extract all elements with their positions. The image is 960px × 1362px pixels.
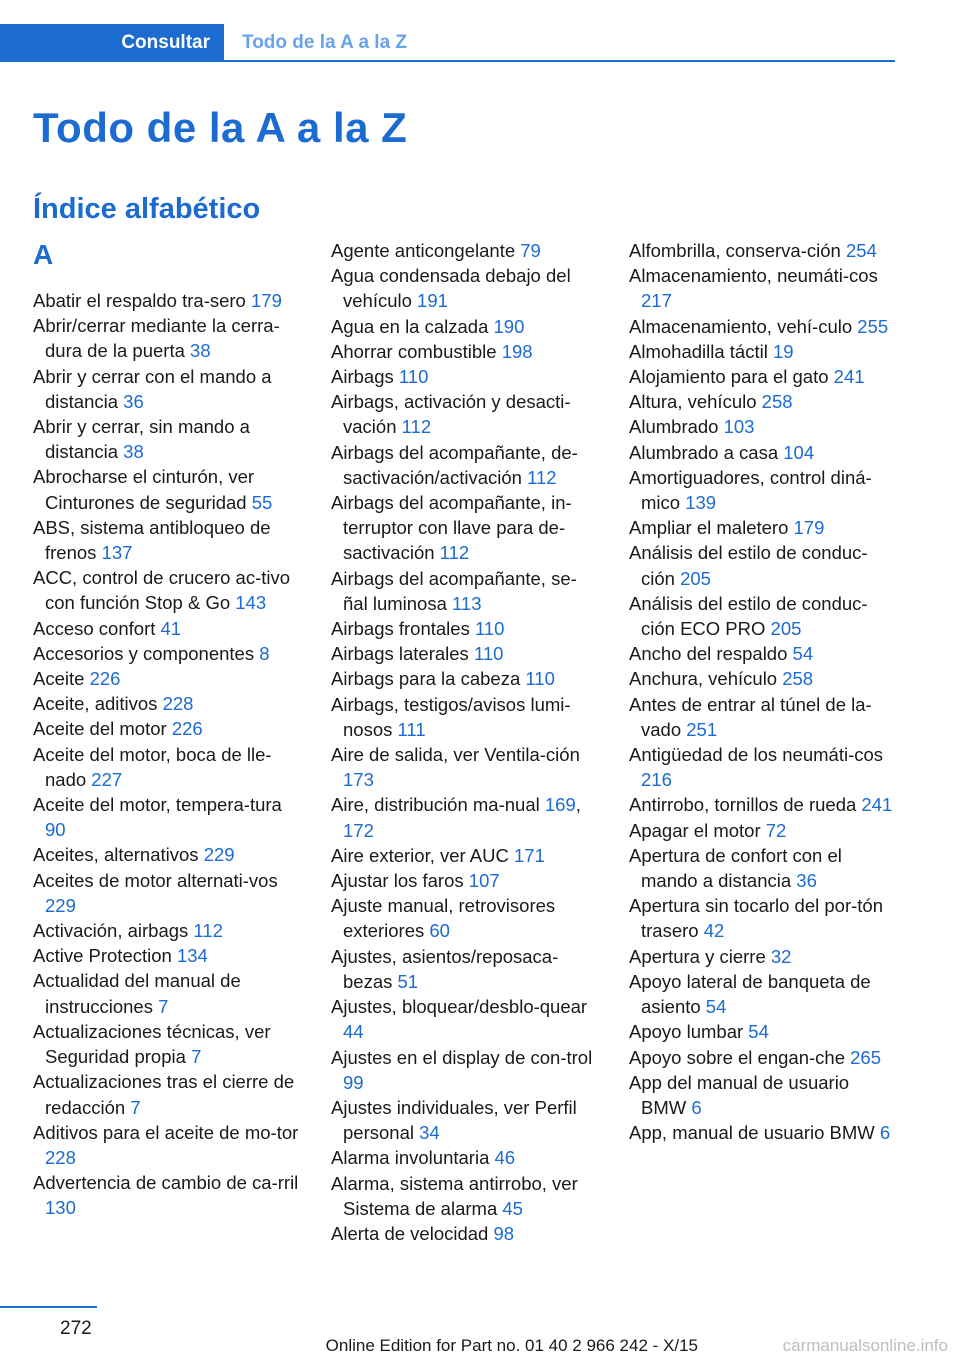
entry-text: Análisis del estilo de conduc-ción	[629, 542, 868, 589]
index-entry	[331, 893, 601, 943]
entry-text: Abrir/cerrar mediante la cerra-dura de la puerta	[33, 315, 280, 362]
page-link[interactable]: 104	[783, 441, 815, 463]
entry-text: ABS, sistema antibloqueo de frenos	[33, 516, 271, 564]
entry-text: Airbags frontales	[331, 618, 470, 640]
index-entry	[331, 1145, 601, 1170]
index-entry	[331, 944, 601, 994]
index-entry	[331, 994, 601, 1044]
index-entry	[629, 742, 899, 792]
page-link[interactable]: 110	[525, 668, 555, 690]
index-entry	[33, 716, 303, 741]
entry-text: Ancho del respaldo	[629, 643, 788, 665]
index-entry	[629, 893, 899, 943]
index-entry	[331, 314, 601, 339]
page-link[interactable]: 7	[158, 995, 169, 1017]
page-link[interactable]: 255	[857, 315, 889, 337]
entry-text: Almacenamiento, vehí-culo	[629, 315, 853, 337]
entry-text: Alfombrilla, conserva-ción	[629, 240, 841, 261]
page-link[interactable]: 38	[123, 441, 144, 463]
index-entry	[33, 616, 303, 641]
page-link[interactable]: 137	[101, 542, 133, 564]
index-entry	[629, 641, 899, 666]
index-entry	[33, 414, 303, 464]
index-entry: Aire, distribución ma-nual 169, 172	[331, 794, 581, 841]
page-link[interactable]: 241	[861, 794, 893, 816]
page-link[interactable]: 179	[793, 517, 825, 539]
index-entry	[629, 339, 899, 364]
index-entry	[331, 1095, 601, 1145]
entry-text: Aire exterior, ver AUC	[331, 844, 509, 866]
entry-text: Ajustes, bloquear/desblo-quear	[331, 996, 588, 1018]
entry-text: Actualizaciones técnicas, ver Seguridad propia	[33, 1020, 271, 1068]
entry-text: Aceite, aditivos	[33, 693, 158, 715]
page-link[interactable]: 72	[765, 819, 787, 841]
entry-text: Apertura sin tocarlo del por-tón trasero	[629, 895, 883, 942]
index-entry	[629, 1019, 899, 1044]
index-subtitle: Índice alfabético	[33, 193, 261, 225]
page-link[interactable]: 36	[123, 390, 144, 412]
page-link[interactable]: 79	[520, 240, 541, 261]
index-entry	[331, 1171, 601, 1221]
tab-todo-a-z[interactable]: Todo de la A a la Z	[242, 32, 408, 53]
page-link[interactable]: 112	[193, 920, 223, 942]
index-entry	[331, 364, 601, 389]
page-link[interactable]: 38	[190, 340, 211, 362]
page-link[interactable]: 34	[419, 1122, 440, 1144]
index-entry	[33, 1069, 303, 1119]
entry-text: Ajuste manual, retrovisores exteriores	[331, 895, 556, 942]
index-entry	[629, 944, 899, 969]
index-entry	[33, 464, 303, 514]
page-link[interactable]: 41	[160, 617, 182, 639]
index-entry	[33, 742, 303, 792]
entry-text: Almohadilla táctil	[629, 340, 768, 362]
entry-text: Ahorrar combustible	[331, 340, 497, 362]
page-link[interactable]: 54	[748, 1021, 769, 1043]
index-entry	[331, 1221, 601, 1246]
page-link[interactable]: 229	[203, 844, 235, 866]
entry-text: Aceite del motor	[33, 718, 167, 740]
page-link[interactable]: 139	[685, 492, 717, 514]
entry-text: Airbags	[331, 366, 394, 388]
page-link[interactable]: 113	[452, 592, 482, 614]
entry-text: Altura, vehículo	[629, 391, 757, 413]
index-entry	[33, 842, 303, 867]
index-entry	[629, 414, 899, 439]
entry-text: Airbags del acompañante, de-sactivación/activación	[331, 441, 578, 488]
index-entry	[629, 591, 899, 641]
entry-text: Airbags, activación y desacti-vación	[331, 391, 571, 438]
index-entry	[629, 314, 899, 339]
page-link[interactable]: 134	[176, 945, 208, 967]
entry-text: Agua en la calzada	[331, 315, 489, 337]
entry-text: Antirrobo, tornillos de rueda	[629, 794, 857, 816]
index-entry	[629, 364, 899, 389]
watermark-text: carmanualsonline.info	[782, 1336, 948, 1355]
page-link[interactable]: 98	[493, 1222, 515, 1244]
page-link[interactable]: 226	[89, 668, 121, 690]
index-entry	[331, 742, 601, 792]
entry-text: Aceite del motor, boca de lle-nado	[33, 743, 272, 790]
index-entry	[33, 1170, 303, 1220]
page-link[interactable]: 171	[514, 844, 545, 866]
index-column-3	[629, 238, 899, 1145]
entry-text: Análisis del estilo de conduc-ción ECO PRO	[629, 592, 868, 640]
index-entry	[629, 263, 899, 313]
entry-text: App, manual de usuario BMW	[629, 1122, 875, 1144]
page-link[interactable]: 7	[191, 1046, 202, 1068]
page-link[interactable]: 198	[501, 340, 533, 362]
entry-text: Ajustes en el display de con-trol	[331, 1046, 593, 1068]
index-entry	[629, 666, 899, 691]
index-entry	[331, 389, 601, 439]
page-link[interactable]: 6	[691, 1096, 702, 1118]
page-link[interactable]: 45	[502, 1197, 523, 1219]
page-link[interactable]: 251	[686, 718, 718, 740]
entry-text: ACC, control de crucero ac-tivo con función Stop & Go	[33, 567, 291, 614]
page-link[interactable]: 227	[91, 768, 123, 790]
page-link[interactable]: 107	[468, 870, 500, 892]
index-column-1	[33, 238, 303, 1221]
index-entry	[629, 465, 899, 515]
entry-text: Apertura de confort con el mando a distancia	[629, 844, 842, 892]
entry-text: Ajustes individuales, ver Perfil personal	[331, 1096, 577, 1144]
page-link[interactable]: 112	[527, 466, 557, 488]
entry-text: Aceite del motor, tempera-tura	[33, 794, 282, 816]
header-bar	[0, 24, 895, 62]
index-entry	[331, 440, 601, 490]
entry-text: Acceso confort	[33, 617, 156, 639]
page-link[interactable]: 228	[45, 1146, 76, 1168]
index-entry	[629, 692, 899, 742]
page-link[interactable]: 130	[45, 1197, 76, 1219]
page-link[interactable]: 143	[235, 592, 267, 614]
page-link[interactable]: 103	[723, 416, 755, 438]
entry-text: Agua condensada debajo del vehículo	[331, 265, 571, 312]
entry-text: Accesorios y componentes	[33, 642, 255, 664]
index-entry	[33, 868, 303, 918]
entry-text: Alarma, sistema antirrobo, ver Sistema de alarma	[331, 1172, 578, 1219]
entry-text: Abrir y cerrar, sin mando a distancia	[33, 416, 250, 463]
entry-text: Alumbrado	[629, 416, 719, 438]
entry-text: Antigüedad de los neumáti-cos	[629, 744, 884, 766]
entry-text: Active Protection	[33, 945, 172, 967]
entry-text: Activación, airbags	[33, 920, 189, 942]
entry-text: Alarma involuntaria	[331, 1147, 490, 1169]
index-entry	[629, 1045, 899, 1070]
entry-text: Ajustes, asientos/reposaca-bezas	[331, 945, 559, 992]
page-link[interactable]: 111	[397, 718, 426, 740]
index-entry	[33, 641, 303, 666]
edition-text: Online Edition for Part no. 01 40 2 966 242 - X/15	[325, 1336, 698, 1355]
index-entry	[33, 1019, 303, 1069]
index-entry	[629, 238, 899, 263]
index-entry	[629, 540, 899, 590]
entry-text: Aceite	[33, 668, 85, 690]
page-title: Todo de la A a la Z	[33, 104, 408, 151]
page-link[interactable]: 241	[833, 366, 865, 388]
page-link[interactable]: 112	[401, 416, 432, 438]
index-entry	[33, 943, 303, 968]
page-link[interactable]: 36	[796, 870, 817, 892]
page-link[interactable]: 44	[343, 1021, 364, 1043]
entry-text: Apagar el motor	[629, 819, 761, 841]
entry-text: Amortiguadores, control diná-mico	[629, 466, 872, 514]
page-link[interactable]: 46	[494, 1147, 516, 1169]
entry-text: Actualizaciones tras el cierre de redacción	[33, 1071, 295, 1118]
index-entry	[629, 1070, 899, 1120]
index-column-2	[331, 238, 601, 1246]
page-link[interactable]: 258	[761, 391, 793, 413]
index-entry	[331, 843, 601, 868]
tab-consultar[interactable]: Consultar	[0, 24, 224, 62]
entry-text: Apoyo lumbar	[629, 1021, 744, 1043]
index-entry	[331, 490, 601, 566]
page-link[interactable]: 8	[259, 642, 270, 664]
entry-text: Apoyo lateral de banqueta de asiento	[629, 970, 871, 1018]
index-entry	[629, 843, 899, 893]
entry-text: Airbags del acompañante, se-ñal luminosa	[331, 567, 577, 614]
index-entry	[33, 691, 303, 716]
page-link[interactable]: 191	[417, 290, 448, 312]
entry-text: App del manual de usuario BMW	[629, 1071, 850, 1118]
page-link[interactable]: 216	[641, 769, 672, 791]
index-entry	[331, 666, 601, 691]
entry-text: Aire de salida, ver Ventila-ción	[331, 744, 580, 766]
page-link[interactable]: 55	[251, 491, 273, 513]
entry-text: Abrir y cerrar con el mando a distancia	[33, 365, 272, 412]
page-link[interactable]: 42	[703, 920, 725, 942]
entry-text: Abrocharse el cinturón, ver Cinturones de seguridad	[33, 466, 255, 513]
entry-text: Agente anticongelante	[331, 240, 516, 261]
page-link[interactable]: 60	[429, 920, 450, 942]
index-entry	[331, 263, 601, 313]
entry-text: Aceites, alternativos	[33, 844, 199, 866]
index-entry	[629, 969, 899, 1019]
page-link[interactable]: 173	[343, 769, 374, 791]
page-link[interactable]: 190	[493, 315, 525, 337]
index-entry	[331, 868, 601, 893]
entry-text: Apertura y cierre	[629, 945, 766, 967]
entry-text: Airbags para la cabeza	[331, 668, 521, 690]
page-link[interactable]: 32	[770, 945, 792, 967]
page-link[interactable]: 169	[544, 794, 576, 816]
index-entry	[33, 313, 303, 363]
index-entry	[33, 792, 303, 842]
page-link[interactable]: 110	[474, 618, 505, 640]
index-entry	[629, 389, 899, 414]
index-entry	[331, 641, 601, 666]
entry-text: Advertencia de cambio de ca-rril	[33, 1172, 299, 1194]
index-entry	[629, 1120, 899, 1145]
header-divider	[224, 60, 895, 62]
entry-text: Airbags laterales	[331, 643, 469, 665]
index-entry	[33, 1120, 303, 1170]
page-link[interactable]: 112	[439, 542, 470, 564]
entry-text: Aditivos para el aceite de mo-tor	[33, 1121, 299, 1143]
index-entry	[33, 666, 303, 691]
page-link[interactable]: 110	[398, 366, 429, 388]
page-link[interactable]: 90	[45, 819, 66, 841]
page-link[interactable]: 205	[680, 567, 711, 589]
page-link[interactable]: 228	[162, 693, 194, 715]
page-link[interactable]: 110	[473, 643, 504, 665]
page-link[interactable]: 54	[792, 643, 814, 665]
entry-text: Aire, distribución ma-nual	[331, 794, 540, 816]
entry-text: Ajustar los faros	[331, 870, 464, 892]
entry-text: Almacenamiento, neumáti-cos	[629, 265, 878, 287]
page-link[interactable]: 99	[343, 1071, 364, 1093]
index-entry	[331, 616, 601, 641]
entry-text: Alerta de velocidad	[331, 1222, 489, 1244]
index-entry	[629, 440, 899, 465]
page-link[interactable]: 226	[171, 718, 203, 740]
entry-text: Ampliar el maletero	[629, 517, 789, 539]
index-entry	[331, 339, 601, 364]
page-link[interactable]: 205	[770, 618, 802, 640]
page-link[interactable]: 258	[782, 668, 814, 690]
page-link[interactable]: 179	[251, 290, 282, 311]
entry-text: Alojamiento para el gato	[629, 366, 829, 388]
page-number: 272	[60, 1318, 92, 1339]
index-letter-heading: A	[33, 239, 54, 270]
entry-text: Anchura, vehículo	[629, 668, 778, 690]
index-entry	[33, 288, 303, 313]
entry-text: Antes de entrar al túnel de la-vado	[629, 693, 872, 740]
page-link[interactable]: 217	[641, 290, 672, 312]
entry-text: Alumbrado a casa	[629, 441, 779, 463]
index-entry	[331, 1045, 601, 1095]
page-link[interactable]: 19	[772, 340, 794, 362]
index-entry	[629, 515, 899, 540]
index-entry	[331, 692, 601, 742]
index-entry	[629, 792, 899, 817]
index-entry	[33, 515, 303, 565]
page-link[interactable]: 172	[343, 819, 374, 841]
entry-text: Abatir el respaldo tra-sero	[33, 290, 246, 311]
index-entry	[331, 566, 601, 616]
index-entry	[33, 968, 303, 1018]
entry-text: Apoyo sobre el engan-che	[629, 1046, 845, 1068]
footer-divider	[0, 1306, 97, 1308]
page-link[interactable]: 229	[45, 894, 76, 916]
index-entry	[33, 364, 303, 414]
index-entry	[331, 238, 601, 263]
index-entry	[33, 565, 303, 615]
page-link[interactable]: 54	[705, 996, 727, 1018]
entry-text: Airbags, testigos/avisos lumi-nosos	[331, 693, 571, 740]
entry-text: Airbags del acompañante, in-terruptor con llave para de-sactivación	[331, 492, 572, 564]
index-entry	[33, 918, 303, 943]
entry-text: Actualidad del manual de instrucciones	[33, 970, 241, 1017]
page-link[interactable]: 265	[850, 1046, 881, 1068]
page-link[interactable]: 254	[845, 240, 877, 261]
index-entry	[629, 818, 899, 843]
page-link[interactable]: 7	[130, 1096, 141, 1118]
entry-text: Aceites de motor alternati-vos	[33, 869, 278, 891]
page-link[interactable]: 6	[879, 1122, 891, 1144]
page-link[interactable]: 51	[397, 970, 419, 992]
